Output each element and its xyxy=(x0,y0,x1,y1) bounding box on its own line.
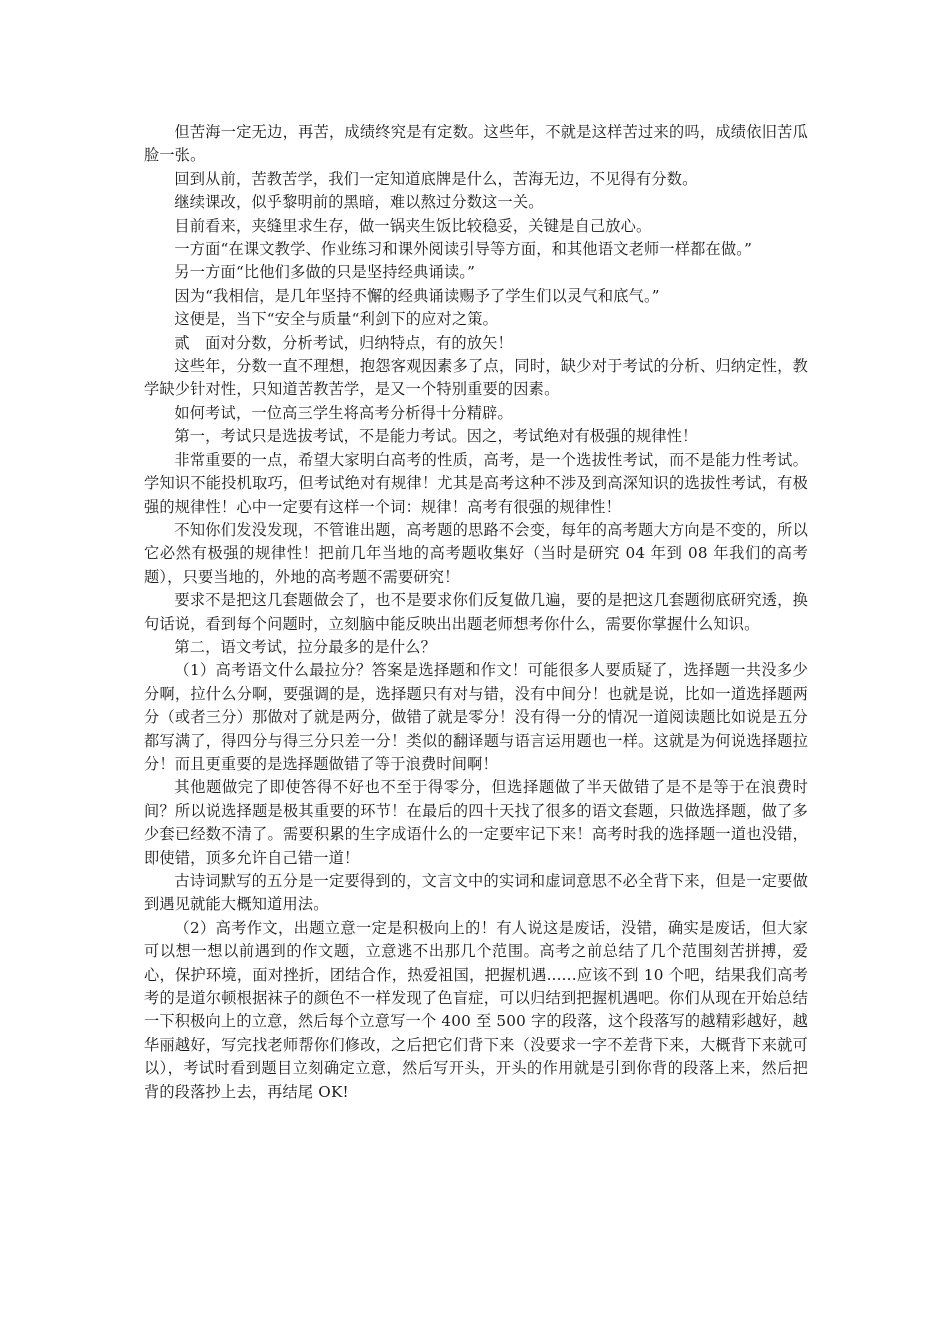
paragraph: 不知你们发没发现，不管谁出题，高考题的思路不会变，每年的高考题大方向是不变的，所以它必然有极强的规律性！把前几年当地的高考题收集好（当时是研究 04 年到 08 年我们的高考题），只要当地的，外地的高考题不需要研究！ xyxy=(144,520,808,586)
paragraph: 但苦海一定无边，再苦，成绩终究是有定数。这些年，不就是这样苦过来的吗，成绩依旧苦瓜脸一张。 xyxy=(144,123,808,165)
paragraph: 另一方面“比他们多做的只是坚持经典诵读。” xyxy=(174,263,476,282)
paragraph: 一方面“在课文教学、作业练习和课外阅读引导等方面，和其他语文老师一样都在做。” xyxy=(174,240,753,259)
paragraph: 非常重要的一点，希望大家明白高考的性质，高考，是一个选拔性考试，而不是能力性考试。学知识不能投机取巧，但考试绝对有规律！尤其是高考这种不涉及到高深知识的选拔性考试，有极强的规律性！心中一定要有这样一个词：规律！高考有很强的规律性！ xyxy=(144,450,808,516)
section-heading: 贰 面对分数，分析考试，归纳特点，有的放矢！ xyxy=(174,333,513,352)
paragraph: 因为“我相信，是几年坚持不懈的经典诵读赐予了学生们以灵气和底气。” xyxy=(174,286,660,305)
paragraph: 目前看来，夹缝里求生存，做一锅夹生饭比较稳妥，关键是自己放心。 xyxy=(174,216,652,235)
paragraph: （2）高考作文，出题立意一定是积极向上的！有人说这是废话，没错，确实是废话，但大家可以想一想以前遇到的作文题，立意逃不出那几个范围。高考之前总结了几个范围刻苦拼搏，爱心，保护环境，面对挫折，团结合作，热爱祖国，把握机遇......应该不到 10 个吧，结果我们高考考的是道尔顿根据袜子的颜色不一样发现了色盲症，可以归结到把握机遇吧。你们从现在开始总结一下积极向上的立意，然后每个立意写一个 400 至 500 字的段落，这个段落写的越精彩越好，越华丽越好，写完找老师帮你们修改，之后把它们背下来（没要求一字不差背下来，大概背下来就可以），考试时看到题目立刻确定立意，然后写开头，开头的作用就是引到你背的段落上来，然后把背的段落抄上去，再结尾 OK! xyxy=(144,918,809,1101)
paragraph: 继续课改，似乎黎明前的黑暗，难以熬过分数这一关。 xyxy=(174,193,544,212)
paragraph: 这便是，当下“安全与质量“利剑下的应对之策。 xyxy=(174,310,499,329)
paragraph: （1）高考语文什么最拉分？答案是选择题和作文！可能很多人要质疑了，选择题一共没多少分啊，拉什么分啊，要强调的是，选择题只有对与错，没有中间分！也就是说，比如一道选择题两分（或者三分）那做对了就是两分，做错了就是零分！没有得一分的情况一道阅读题比如说是五分都写满了，得四分与得三分只差一分！类似的翻译题与语言运用题也一样。这就是为何说选择题拉分！而且更重要的是选择题做错了等于浪费时间啊！ xyxy=(144,661,808,773)
document-body xyxy=(144,121,808,1104)
paragraph: 要求不是把这几套题做会了，也不是要求你们反复做几遍，要的是把这几套题彻底研究透，换句话说，看到每个问题时，立刻脑中能反映出出题老师想考你什么，需要你掌握什么知识。 xyxy=(144,591,808,633)
paragraph: 这些年，分数一直不理想，抱怨客观因素多了点，同时，缺少对于考试的分析、归纳定性，教学缺少针对性，只知道苦教苦学，是又一个特别重要的因素。 xyxy=(144,357,808,399)
paragraph: 第二，语文考试，拉分最多的是什么？ xyxy=(174,637,436,656)
paragraph: 其他题做完了即使答得不好也不至于得零分，但选择题做了半天做错了是不是等于在浪费时间？所以说选择题是极其重要的环节！在最后的四十天找了很多的语文套题，只做选择题，做了多少套已经数不清了。需要积累的生字成语什么的一定要牢记下来！高考时我的选择题一道也没错，即使错，顶多允许自己错一道！ xyxy=(144,778,808,867)
paragraph: 古诗词默写的五分是一定要得到的，文言文中的实词和虚词意思不必全背下来，但是一定要做到遇见就能大概知道用法。 xyxy=(144,872,808,914)
paragraph: 如何考试，一位高三学生将高考分析得十分精辟。 xyxy=(174,403,513,422)
paragraph: 第一，考试只是选拔考试，不是能力考试。因之，考试绝对有极强的规律性！ xyxy=(174,427,698,446)
paragraph: 回到从前，苦教苦学，我们一定知道底牌是什么，苦海无边，不见得有分数。 xyxy=(174,169,698,188)
